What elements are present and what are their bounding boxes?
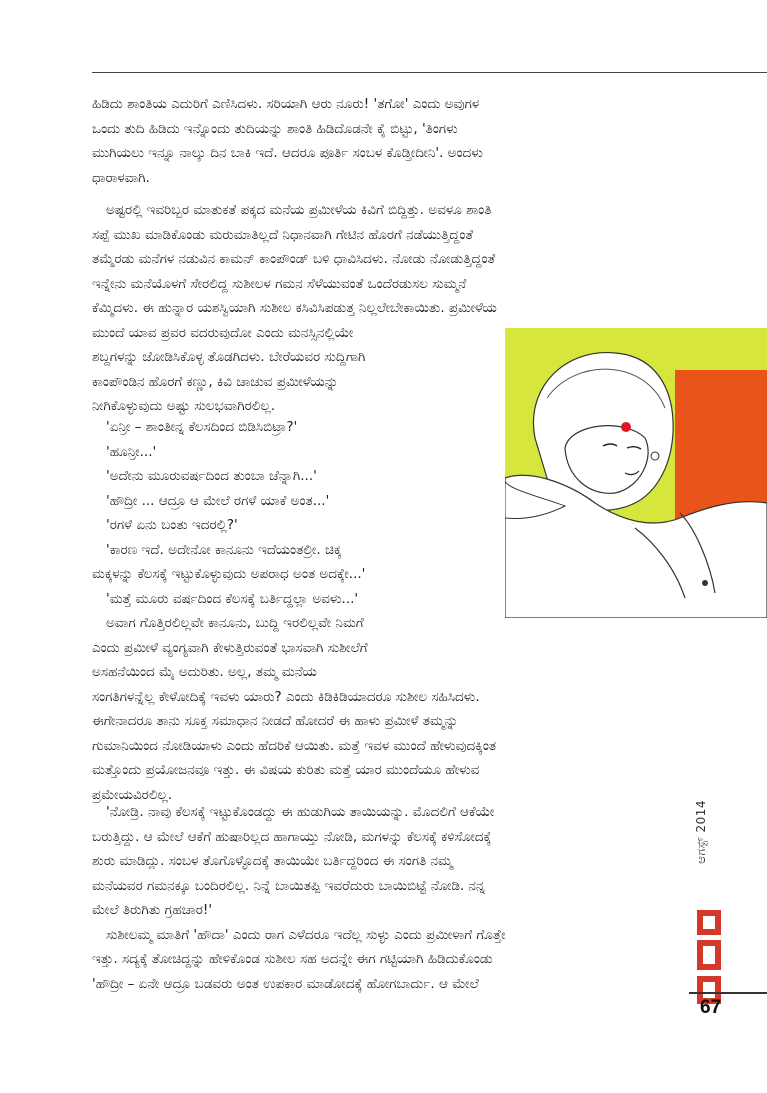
text-line: ಮೇಲೆ ತಿರುಗಿತು ಗ್ರಹಚಾರ!' bbox=[92, 902, 213, 918]
text-line: 'ಹೂನ್ರೀ...' bbox=[106, 443, 157, 460]
text-line: ಅಷ್ಟರಲ್ಲಿ ಇವರಿಬ್ಬರ ಮಾತುಕತೆ ಪಕ್ಕದ ಮನೆಯ ಪ್ರಮೀಳೆಯ ಕಿವಿಗೆ ಬಿದ್ದಿತ್ತು. ಅವಳೂ ಶಾಂತಿ bbox=[106, 202, 492, 218]
text-line: 'ಹೌದ್ರೀ ... ಆದ್ರೂ ಆ ಮೇಲೆ ರಗಳೆ ಯಾಕೆ ಅಂತ...' bbox=[106, 492, 330, 509]
footer-rule bbox=[689, 992, 767, 994]
text-line: 'ಕಾರಣ ಇದೆ. ಅದೇನೋ ಕಾನೂನು ಇದೆಯಂತಲ್ರೀ. ಚಿಕ್ಕ bbox=[106, 541, 342, 558]
paragraph-3 bbox=[92, 800, 506, 996]
paragraph-2 bbox=[92, 198, 497, 419]
text-line: ಮನೆಯವರ ಗಮನಕ್ಕೂ ಬಂದಿರಲಿಲ್ಲ. ನಿನ್ನೆ ಬಾಯಿತಪ್ಪಿ ಇವರೆದುರು ಬಾಯಿಬಿಟ್ಟೆ ನೋಡಿ. ನನ್ನ bbox=[92, 877, 486, 894]
text-line: ಮುಂದೆ ಯಾವ ಪ್ರವರ ವದರುವುದೋ ಎಂದು ಮನಸ್ಸಿನಲ್ಲಿಯೇ bbox=[92, 324, 354, 341]
text-line: ನೀಗಿಕೊಳ್ಳುವುದು ಅಷ್ಟು ಸುಲಭವಾಗಿರಲಿಲ್ಲ. bbox=[92, 398, 276, 414]
text-line: ಬರುತ್ತಿದ್ದು. ಆ ಮೇಲೆ ಆಕೆಗೆ ಹುಷಾರಿಲ್ಲದ ಹಾಗಾಯ್ತು ನೋಡಿ, ಮಗಳನ್ನು ಕೆಲಸಕ್ಕೆ ಕಳಿಸೋದಕ್ಕೆ bbox=[92, 828, 492, 845]
text-line: ಸಪ್ಪೆ ಮುಖ ಮಾಡಿಕೊಂಡು ಮರುಮಾತಿಲ್ಲದೆ ನಿಧಾನವಾಗಿ ಗೇಟಿನ ಹೊರಗೆ ನಡೆಯುತ್ತಿದ್ದಂತೆ bbox=[92, 226, 474, 243]
text-line: ಶಬ್ದಗಳನ್ನು ಜೋಡಿಸಿಕೊಳ್ಳ ತೊಡಗಿದಳು. ಬೇರೆಯವರ ಸುದ್ದಿಗಾಗಿ bbox=[92, 349, 366, 365]
text-line: ಕೆಮ್ಮಿದಳು. ಈ ಹುನ್ನಾರ ಯಶಸ್ವಿಯಾಗಿ ಸುಶೀಲ ಕಸಿವಿಸಿಪಡುತ್ತ ನಿಲ್ಲಲೇಬೇಕಾಯಿತು. ಪ್ರಮೀಳೆಯ bbox=[92, 300, 497, 316]
text-line: ಇನ್ನೇನು ಮನೆಯೊಳಗೆ ಸೇರಲಿದ್ದ ಸುಶೀಲಳ ಗಮನ ಸೆಳೆಯುವಂತೆ ಒಂದೆರಡುಸಲ ಸುಮ್ಮನೆ bbox=[92, 275, 467, 292]
text-line: ಧಾರಾಳವಾಗಿ. bbox=[92, 169, 150, 186]
text-line: ಈಗೇನಾದರೂ ತಾನು ಸೂಕ್ತ ಸಮಾಧಾನ ನೀಡದೆ ಹೋದರೆ ಈ ಹಾಳು ಪ್ರಮೀಳೆ ತಮ್ಮನ್ನು bbox=[92, 713, 459, 729]
text-line: ಎಂದು ಪ್ರಮೀಳೆ ವ್ಯಂಗ್ಯವಾಗಿ ಕೇಳುತ್ತಿರುವಂತೆ ಭಾಸವಾಗಿ ಸುಶೀಲೆಗೆ bbox=[92, 639, 368, 656]
illustration-woman-pointing bbox=[505, 328, 767, 618]
text-line: 'ಮತ್ತೆ ಮೂರು ವರ್ಷದಿಂದ ಕೆಲಸಕ್ಕೆ ಬರ್ತಿದ್ದಲ್ಲಾ ಅವಳು...' bbox=[106, 590, 359, 607]
text-line: ಅವಾಗ ಗೊತ್ತಿರಲಿಲ್ಲವೇ ಕಾನೂನು, ಬುದ್ದಿ ಇರಲಿಲ್ಲವೇ ನಿಮಗೆ bbox=[106, 615, 364, 631]
text-line: 'ಅದೇನು ಮೂರುವರ್ಷದಿಂದ ತುಂಬಾ ಚೆನ್ನಾಗಿ...' bbox=[106, 468, 317, 484]
text-line: 'ಏನ್ರೀ – ಶಾಂತೀನ್ನ ಕೆಲಸದಿಂದ ಬಿಡಿಸಿಬಿಟ್ರಾ?' bbox=[106, 419, 298, 435]
top-rule bbox=[92, 72, 767, 73]
text-line: ಒಂದು ತುದಿ ಹಿಡಿದು ಇನ್ನೊಂದು ತುದಿಯನ್ನು ಶಾಂತಿ ಹಿಡಿದೊಡನೇ ಕೈ ಬಿಟ್ಟು, 'ತಿಂಗಳು bbox=[92, 120, 458, 137]
text-line: ಸುಶೀಲಮ್ಮ ಮಾತಿಗೆ 'ಹೌದಾ' ಎಂದು ರಾಗ ಎಳೆದರೂ ಇದೆಲ್ಲ ಸುಳ್ಳು ಎಂದು ಪ್ರಮೀಳಾಗೆ ಗೊತ್ತೇ bbox=[106, 926, 506, 943]
text-line: ಮುಗಿಯಲು ಇನ್ನೂ ನಾಲ್ಕು ದಿನ ಬಾಕಿ ಇದೆ. ಆದರೂ ಪೂರ್ತಿ ಸಂಬಳ ಕೊಡ್ತೀದೀನಿ'. ಅಂದಳು bbox=[92, 145, 483, 161]
text-line: ತಮ್ಮೆರಡು ಮನೆಗಳ ನಡುವಿನ ಕಾಮನ್ ಕಾಂಪೌಂಡ್ ಬಳಿ ಧಾವಿಸಿದಳು. ನೋಡು ನೋಡುತ್ತಿದ್ದಂತೆ bbox=[92, 251, 496, 267]
text-line: ಇತ್ತು. ಸದ್ಯಕ್ಕೆ ತೋಚಿದ್ದನ್ನು ಹೇಳಿಕೊಂಡ ಸುಶೀಲ ಸಹ ಅದನ್ನೇ ಈಗ ಗಟ್ಟಿಯಾಗಿ ಹಿಡಿದುಕೊಂಡು bbox=[92, 951, 493, 967]
dialogue-block bbox=[92, 415, 496, 807]
text-line: ಗುಮಾನಿಯಿಂದ ನೋಡಿಯಾಳು ಎಂದು ಹೆದರಿಕೆ ಆಯಿತು. ಮತ್ತೆ ಇವಳ ಮುಂದೆ ಹೇಳುವುದಕ್ಕಿಂತ bbox=[92, 737, 496, 754]
text-line: 'ಹೌದ್ರೀ – ಏನೇ ಆದ್ರೂ ಬಡವರು ಅಂತ ಉಪಕಾರ ಮಾಡೋದಕ್ಕೆ ಹೋಗಬಾರ್ದು. ಆ ಮೇಲೆ bbox=[92, 975, 479, 992]
issue-date: ಆಗಸ್ಟ್ 2014 bbox=[694, 800, 708, 864]
text-line: ಸಂಗತಿಗಳನ್ನೆಲ್ಲ ಕೇಳೋದಿಕ್ಕೆ ಇವಳು ಯಾರು? ಎಂದು ಕಿಡಿಕಿಡಿಯಾದರೂ ಸುಶೀಲ ಸಹಿಸಿದಳು. bbox=[92, 688, 480, 705]
text-line: ಮಕ್ಕಳನ್ನು ಕೆಲಸಕ್ಕೆ ಇಟ್ಟುಕೊಳ್ಳುವುದು ಅಪರಾಧ ಅಂತ ಅದಕ್ಕೇ...' bbox=[92, 566, 366, 582]
text-line: ಮತ್ತೊಂದು ಪ್ರಯೋಜನವೂ ಇತ್ತು. ಈ ವಿಷಯ ಕುರಿತು ಮತ್ತೆ ಯಾರ ಮುಂದೆಯೂ ಹೇಳುವ bbox=[92, 762, 480, 778]
text-line: ಹಿಡಿದು ಶಾಂತಿಯ ಎದುರಿಗೆ ಎಣಿಸಿದಳು. ಸರಿಯಾಗಿ ಆರು ನೂರು! 'ತಗೋ' ಎಂದು ಅವುಗಳ bbox=[92, 96, 480, 112]
text-line: 'ನೋಡ್ರಿ. ನಾವು ಕೆಲಸಕ್ಕೆ ಇಟ್ಟುಕೊಂಡದ್ದು ಈ ಹುಡುಗಿಯ ತಾಯಿಯನ್ನು. ಮೊದಲಿಗೆ ಆಕೆಯೇ bbox=[106, 804, 495, 820]
text-line: ಅಸಹನೆಯಿಂದ ಮೈ ಅದುರಿತು. ಅಲ್ಲ, ತಮ್ಮ ಮನೆಯ bbox=[92, 664, 317, 680]
text-line: ಶುರು ಮಾಡಿದ್ಲು. ಸಂಬಳ ತೊಗೊಳ್ಳೊದಕ್ಕೆ ತಾಯಿಯೇ ಬರ್ತಿದ್ದರಿಂದ ಈ ಸಂಗತಿ ನಮ್ಮ bbox=[92, 853, 453, 869]
page-number: 67 bbox=[700, 997, 722, 1018]
text-line: ಪ್ರಮೇಯವಿರಲಿಲ್ಲ. bbox=[92, 786, 173, 803]
text-line: 'ರಗಳೆ ಏನು ಬಂತು ಇದರಲ್ಲಿ?' bbox=[106, 517, 238, 533]
text-line: ಕಾಂಪೌಂಡಿನ ಹೊರಗೆ ಕಣ್ಣು, ಕಿವಿ ಚಾಚುವ ಪ್ರಮೀಳೆಯನ್ನು bbox=[92, 373, 339, 390]
paragraph-1 bbox=[92, 92, 483, 190]
